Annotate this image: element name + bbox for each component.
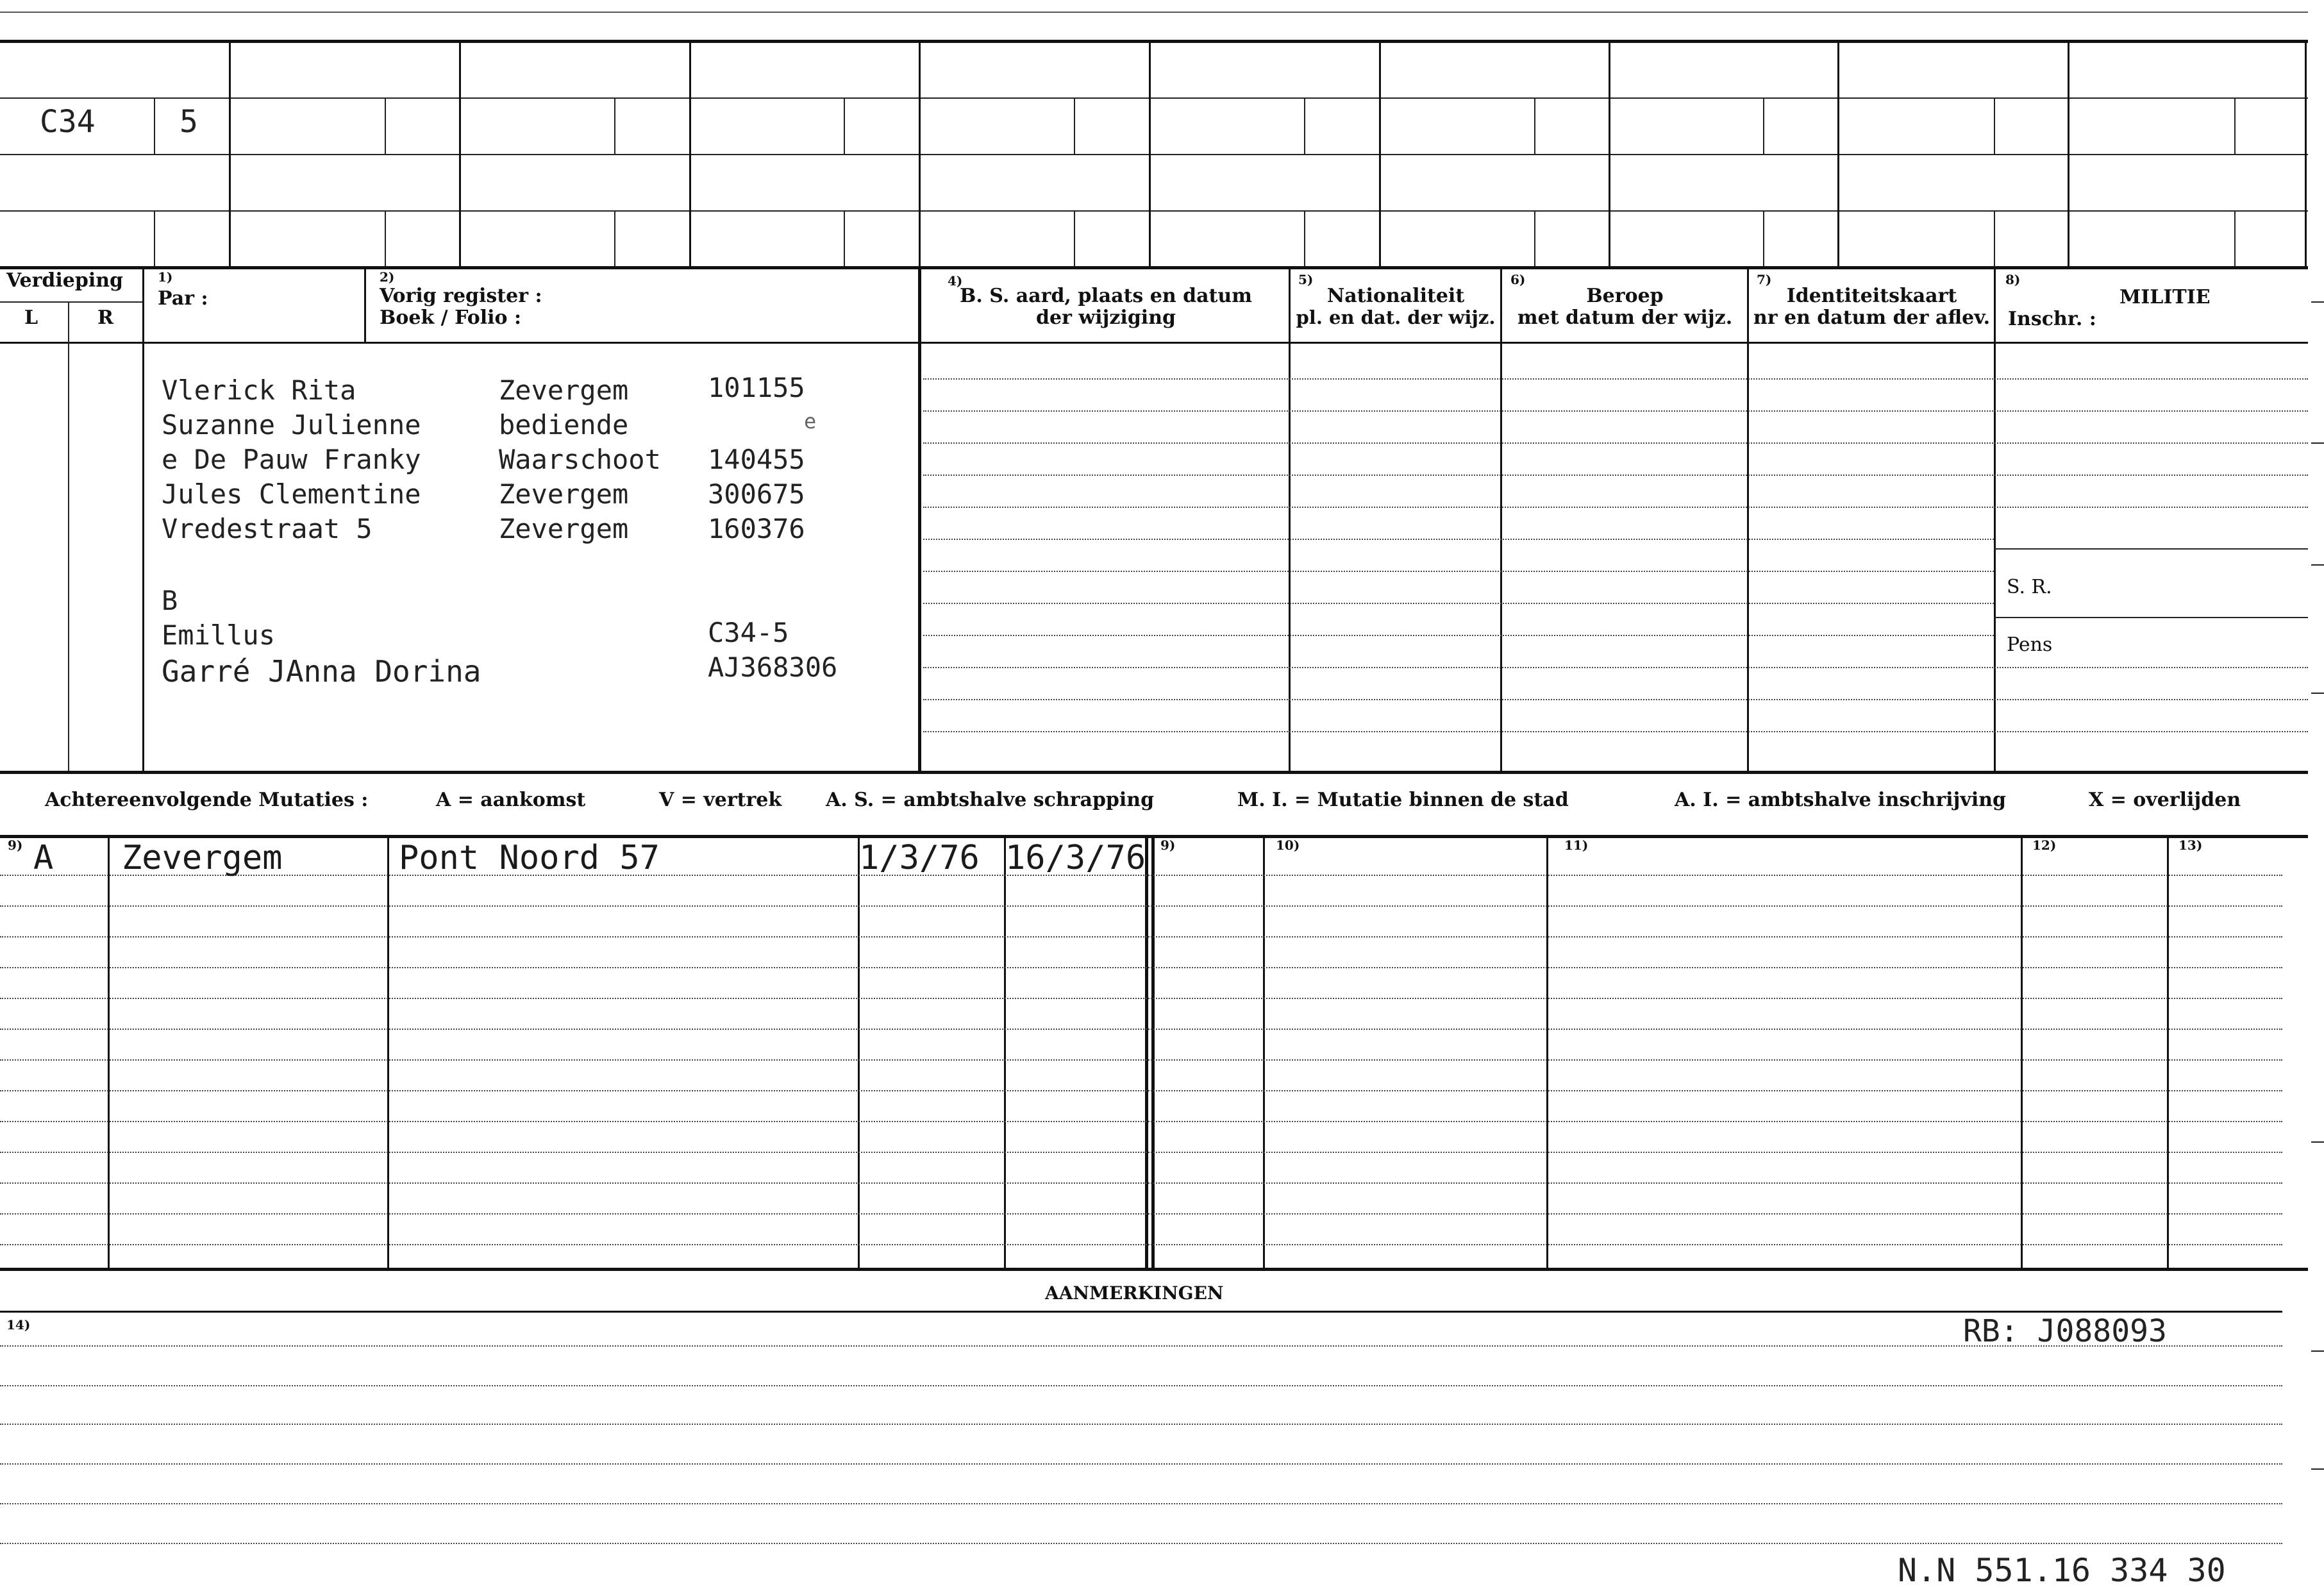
top-grid-sub-line [614,97,615,154]
legend-mi: M. I. = Mutatie binnen de stad [1237,789,1569,811]
top-grid-sub-line [154,97,155,154]
col8-label-b: Inschr. : [2008,308,2096,330]
col-line-lr [68,301,69,771]
legend-ai: A. I. = ambtshalve inschrijving [1675,789,2007,811]
top-grid-sub-line [385,210,386,266]
mut-col-line [1546,835,1548,1268]
top-grid-sub-line [1994,97,1995,154]
top-grid-sub-line [1763,210,1764,266]
top-grid-sub-line [1304,210,1305,266]
verdieping-r: R [97,307,113,329]
person-name: Vredestraat 5 [162,513,372,544]
top-grid-sub-line [1304,97,1305,154]
block-code: C34 [40,104,96,140]
mutation-address: Pont Noord 57 [399,839,660,877]
mutation-place: Zevergem [122,839,283,877]
person-extra: Garré JAnna Dorina [162,654,481,689]
verdieping-label: Verdieping [6,269,124,292]
col-line-id [1994,267,1996,771]
col7-num: 7) [1757,272,1772,287]
top-grid-sub-line [1074,97,1075,154]
col-line-bs [1289,267,1291,771]
person-place: Zevergem [499,513,629,544]
col8-label-a: MILITIE [2119,286,2211,308]
person-extra-code: AJ368306 [708,652,838,683]
person-code: 140455 [708,444,805,475]
col4-label-b: der wijziging [1036,307,1176,329]
col6-label-a: Beroep [1586,285,1664,307]
person-extra: B [162,585,178,616]
remarks-rb: RB: J088093 [1963,1313,2167,1349]
top-grid-sub-line [1074,210,1075,266]
block-number: 5 [180,104,198,140]
top-grid-sub-line [2234,210,2236,266]
mutations-bottom-border [0,1268,2308,1271]
mut-col-line [858,835,860,1268]
col2-num: 2) [380,269,395,285]
top-grid-col-line [1609,40,1610,267]
remarks-top [0,1311,2282,1313]
top-grid-sub-line [844,97,845,154]
mut-num-13: 13) [2178,837,2203,853]
mut-num-10: 10) [1276,837,1300,853]
person-extra: Emillus [162,619,276,651]
top-grid-sub-line [1534,97,1535,154]
top-grid-sub-line [1534,210,1535,266]
mutation-type: A [33,839,54,877]
col-line-person [918,267,921,771]
remarks-title: AANMERKINGEN [1045,1282,1224,1304]
person-code: e [804,409,817,433]
col6-label-b: met datum der wijz. [1517,307,1733,329]
mutation-date1: 1/3/76 [859,839,980,877]
col4-label-a: B. S. aard, plaats en datum [960,285,1252,307]
mut-num-11: 11) [1564,837,1589,853]
col5-num: 5) [1298,272,1314,287]
mut-num-9: 9) [8,837,23,853]
mut-col-line-center [1151,835,1155,1268]
person-name: Suzanne Julienne [162,409,421,441]
top-grid-col-line [459,40,461,267]
top-edge-line [0,12,2308,13]
col7-label-a: Identiteitskaart [1786,285,1957,307]
top-grid-row-line [0,97,2308,99]
top-grid-sub-line [844,210,845,266]
col5-label-b: pl. en dat. der wijz. [1296,307,1496,328]
col2-label-a: Vorig register : [380,285,542,307]
footer-number: N.N 551.16 334 30 [1898,1552,2226,1589]
top-grid-col-line [229,40,231,267]
header-top-border [0,266,2308,269]
legend-a: A = aankomst [436,789,586,811]
person-code: 300675 [708,478,805,510]
mut-num-9b: 9) [1160,837,1176,853]
verdieping-l: L [24,307,38,329]
col-line-verdieping [142,267,144,771]
top-grid-col-line [1149,40,1151,267]
col8-num: 8) [2005,272,2021,287]
col-line-par [364,267,366,343]
top-grid-col-line [1379,40,1381,267]
top-grid-col-line [2305,40,2307,267]
pens-label: Pens [2007,634,2053,656]
top-grid-col-line [1837,40,1839,267]
mut-col-line [2167,835,2169,1268]
col4-num: 4) [948,273,963,289]
col7-label-b: nr en datum der aflev. [1753,307,1991,329]
person-place: bediende [499,409,629,441]
person-place: Zevergem [499,478,629,510]
top-grid-sub-line [385,97,386,154]
top-grid-row-line [0,210,2308,212]
col2-label-b: Boek / Folio : [380,307,522,329]
mutation-date2: 16/3/76 [1005,839,1146,877]
top-grid-col-line [2068,40,2069,267]
top-grid-sub-line [1994,210,1995,266]
person-place: Waarschoot [499,444,661,475]
person-extra-code: C34-5 [708,617,789,648]
top-grid-col-line [919,40,921,267]
top-grid-sub-line [614,210,615,266]
col6-num: 6) [1510,272,1526,287]
col-line-nat [1500,267,1502,771]
col1-label: Par : [158,287,208,310]
header-bottom-border [0,342,2308,344]
col1-num: 1) [158,269,173,285]
legend-x: X = overlijden [2089,789,2241,811]
top-grid-sub-line [2234,97,2236,154]
person-code: 101155 [708,372,805,403]
person-name: Vlerick Rita [162,374,356,406]
sr-label: S. R. [2007,576,2052,598]
person-block-bottom [0,771,2308,774]
col-line-beroep [1747,267,1749,771]
mut-col-line [108,835,110,1268]
mut-col-line [1004,835,1006,1268]
person-code: 160376 [708,513,805,544]
top-grid-col-line [689,40,691,267]
remarks-num: 14) [6,1317,31,1333]
mut-col-line [2021,835,2023,1268]
person-name: Jules Clementine [162,478,421,510]
person-place: Zevergem [499,374,629,406]
mut-col-line-center [1145,835,1148,1268]
mut-col-line [1263,835,1265,1268]
col5-label-a: Nationaliteit [1326,285,1465,307]
top-grid-row-line [0,154,2308,155]
legend-v: V = vertrek [659,789,782,811]
top-border [0,40,2308,43]
mutations-title: Achtereenvolgende Mutaties : [45,789,369,811]
top-grid-sub-line [1763,97,1764,154]
legend-as: A. S. = ambtshalve schrapping [826,789,1155,811]
person-name: e De Pauw Franky [162,444,421,475]
mut-col-line [387,835,389,1268]
top-grid-sub-line [154,210,155,266]
mut-num-12: 12) [2032,837,2057,853]
verdieping-split [0,301,142,303]
